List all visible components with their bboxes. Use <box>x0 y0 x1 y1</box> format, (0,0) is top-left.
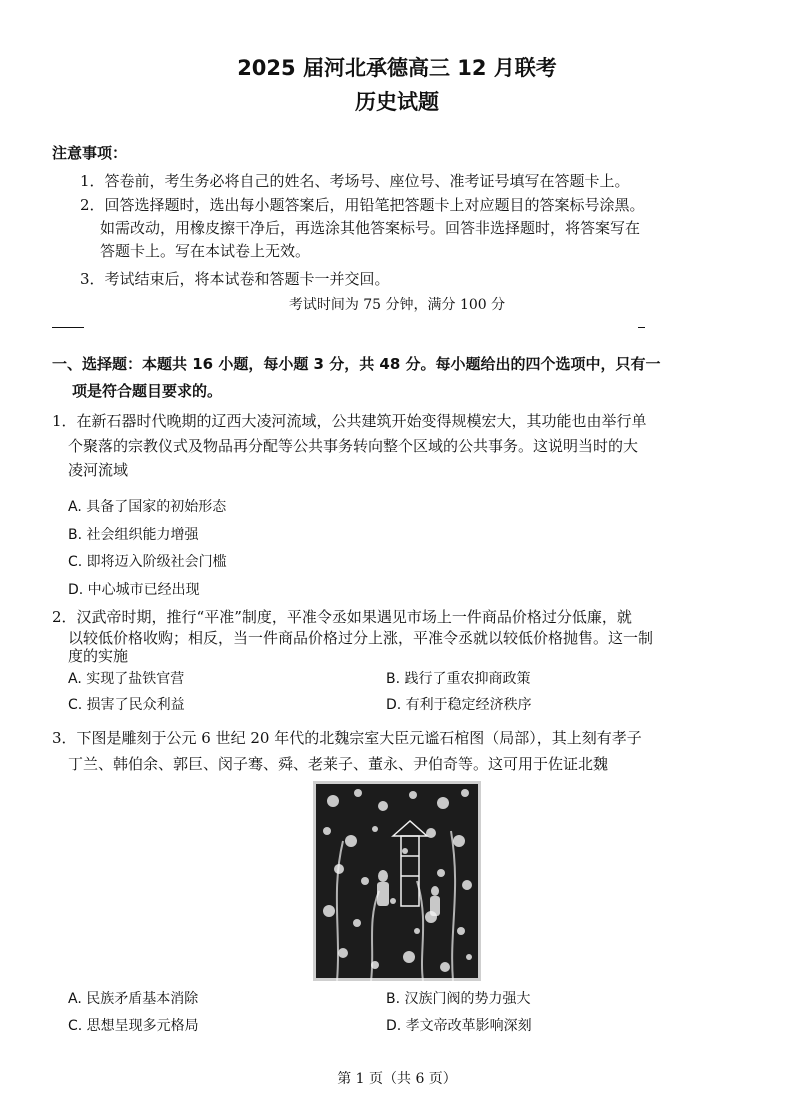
q2-option-c: C. 损害了民众利益 <box>68 697 185 713</box>
q2-option-a: A. 实现了盐铁官营 <box>68 671 185 687</box>
notice-item-3: 3．考试结束后，将本试卷和答题卡一并交回。 <box>80 270 390 288</box>
q1-stem-line-3: 凌河流域 <box>68 461 129 479</box>
q2-stem-line-3: 度的实施 <box>68 647 129 665</box>
q1-stem-line-2: 个聚落的宗教仪式及物品再分配等公共事务转向整个区域的公共事务。这说明当时的大 <box>68 437 639 455</box>
notice-item-2-line-1: 2．回答选择题时，选出每小题答案后，用铅笔把答题卡上对应题目的答案标号涂黑。 <box>80 196 645 214</box>
q3-option-d: D. 孝文帝改革影响深刻 <box>386 1018 532 1034</box>
sarcophagus-engraving-image <box>313 781 481 981</box>
q1-option-c: C. 即将迈入阶级社会门槛 <box>68 554 227 570</box>
q2-option-b: B. 践行了重农抑商政策 <box>386 671 531 687</box>
q3-stem-line-1: 3．下图是雕刻于公元 6 世纪 20 年代的北魏宗室大臣元谧石棺图（局部），其上刻有孝子 <box>52 729 642 747</box>
q3-option-b: B. 汉族门阀的势力强大 <box>386 991 531 1007</box>
exam-title: 2025 届河北承德高三 12 月联考 <box>237 56 557 80</box>
separator-left <box>52 327 84 328</box>
q1-option-a: A. 具备了国家的初始形态 <box>68 499 227 515</box>
notice-heading: 注意事项： <box>52 144 128 162</box>
q2-option-d: D. 有利于稳定经济秩序 <box>386 697 532 713</box>
q2-stem-line-2: 以较低价格收购；相反，当一件商品价格过分上涨，平准令丞就以较低价格抛售。这一制 <box>68 629 654 647</box>
exam-subject: 历史试题 <box>355 90 439 114</box>
section-heading-line-2: 项是符合题目要求的。 <box>72 382 223 400</box>
exam-time-info: 考试时间为 75 分钟，满分 100 分 <box>288 297 506 313</box>
q1-option-d: D. 中心城市已经出现 <box>68 582 200 598</box>
separator-right <box>638 327 645 328</box>
section-heading-line-1: 一、选择题：本题共 16 小题，每小题 3 分，共 48 分。每小题给出的四个选项中，只有一 <box>52 355 661 373</box>
q2-stem-line-1: 2．汉武帝时期，推行“平准”制度，平准令丞如果遇见市场上一件商品价格过分低廉，就 <box>52 608 632 626</box>
notice-item-2-line-3: 答题卡上。写在本试卷上无效。 <box>100 242 311 260</box>
page-number: 第 1 页（共 6 页） <box>337 1071 457 1087</box>
q3-option-a: A. 民族矛盾基本消除 <box>68 991 199 1007</box>
q3-option-c: C. 思想呈现多元格局 <box>68 1018 199 1034</box>
q3-stem-line-2: 丁兰、韩伯余、郭巨、闵子骞、舜、老莱子、董永、尹伯奇等。这可用于佐证北魏 <box>68 755 609 773</box>
notice-item-1: 1．答卷前，考生务必将自己的姓名、考场号、座位号、准考证号填写在答题卡上。 <box>80 172 630 190</box>
q1-stem-line-1: 1．在新石器时代晚期的辽西大凌河流域，公共建筑开始变得规模宏大，其功能也由举行单 <box>52 412 647 430</box>
notice-item-2-line-2: 如需改动，用橡皮擦干净后，再选涂其他答案标号。回答非选择题时，将答案写在 <box>100 219 641 237</box>
q1-option-b: B. 社会组织能力增强 <box>68 527 199 543</box>
